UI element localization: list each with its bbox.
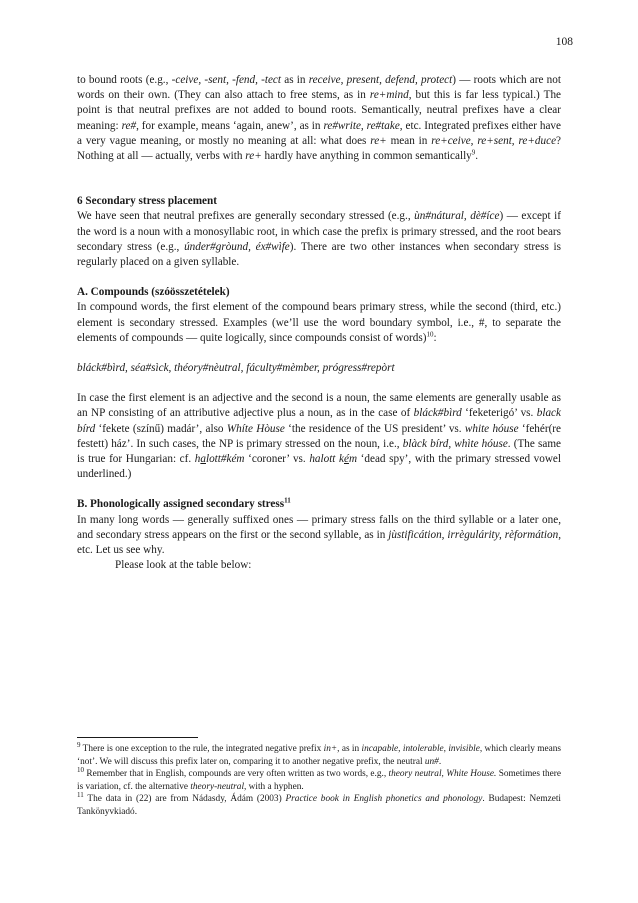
footnote-ref-9: 9 <box>471 148 476 157</box>
paragraph-compounds: In compound words, the first element of the compound bears primary stress, while the second (third, etc.) element is secondary stressed. Examples (we’ll use the word boundary symbol, i.e., #, to separate the elements of compounds — quite logically, since compounds consist of words)$^{10}$: <box>77 301 561 344</box>
footnote-ref-10: 10 <box>426 330 434 339</box>
paragraph-long-words: In many long words — generally suffixed ones — primary stress falls on the third syllable or a later one, and secondary stress appears on the first or the second syllable, as in jùstificátion, irrègulárity, rèformátion, etc. Let us see why. <box>77 513 561 557</box>
footnote-9: $^9$ There is one exception to the rule, the integrated negative prefix in+, as in incapable, intolerable, invisible, which clearly means ‘not’. We will discuss this prefix later on, comparing it to another negative prefix, the neutral un#. <box>77 740 561 767</box>
footnote-10: $^{10}$ Remember that in English, compounds are very often written as two words, e.g., theory neutral, White House. Sometimes there is variation, cf. the alternative theory-neutral, with a hyphen. <box>77 766 561 792</box>
compound-examples: bláck#bìrd, séa#sìck, théory#nèutral, fáculty#mèmber, prógress#repòrt <box>77 362 395 375</box>
footnote-11: $^{11}$ The data in (22) are from Nádasdy, Ádám (2003) Practice book in English phonetics and phonology. Budapest: Nemzeti Tankönyvkiadó. <box>77 791 561 817</box>
section-heading-secondary-stress: 6 Secondary stress placement <box>77 195 217 208</box>
page-number: 108 <box>555 36 573 48</box>
footnote-ref-11: 11 <box>284 496 291 505</box>
main-text <box>77 73 561 573</box>
paragraph-table-intro: Please look at the table below: <box>115 559 252 572</box>
paragraph-prefixes: to bound roots (e.g., -ceive, -sent, -fend, -tect as in receive, present, defend, protect) — roots which are not words on their own. (They can also attach to free stems, as in re+mind, but this is far less typical.) The point is that neutral prefixes are not added to bound roots. Semantically, neutral prefixes have a clear meaning: re#, for example, means ‘again, anew’, as in re#write, re#take, etc. Integrated prefixes either have a very vague meaning, or mostly no meaning at all: what does re+ mean in re+ceive, re+sent, re+duce? Nothing at all — actually, verbs with re+ hardly have anything in common semantically$^9$. <box>77 74 562 163</box>
paragraph-np-contrast: In case the first element is an adjective and the second is a noun, the same elements are generally usable as an NP consisting of an attributive adjective plus a noun, as in the case of bláck#bìrd ‘feketerigó’ vs. black bírd ‘fekete (színű) madár’, also Whíte Hòuse ‘the residence of the US president’ vs. white hóuse ‘fehér(re festett) ház’. In such cases, the NP is primary stressed on the noun, i.e., blàck bírd, whìte hóuse. (The same is true for Hungarian: cf. halott#kém ‘coroner’ vs. halott kém ‘dead spy’, with the primary stressed vowel underlined.) <box>77 392 562 481</box>
section-heading-compounds: A. Compounds (szóösszetételek) <box>77 286 230 299</box>
footnote-separator <box>77 737 198 738</box>
section-heading-phonological-stress: B. Phonologically assigned secondary stress$^{11}$ <box>77 496 291 511</box>
paragraph-neutral-prefix-stress: We have seen that neutral prefixes are generally secondary stressed (e.g., ùn#nátural, dè#íce) — except if the word is a noun with a monosyllabic root, in which case the prefix is primary stressed, and the root bears secondary stress (e.g., únder#gròund, éx#wìfe). There are two other instances when secondary stress is regularly placed on a given syllable. <box>77 210 562 269</box>
footnotes <box>77 740 561 819</box>
